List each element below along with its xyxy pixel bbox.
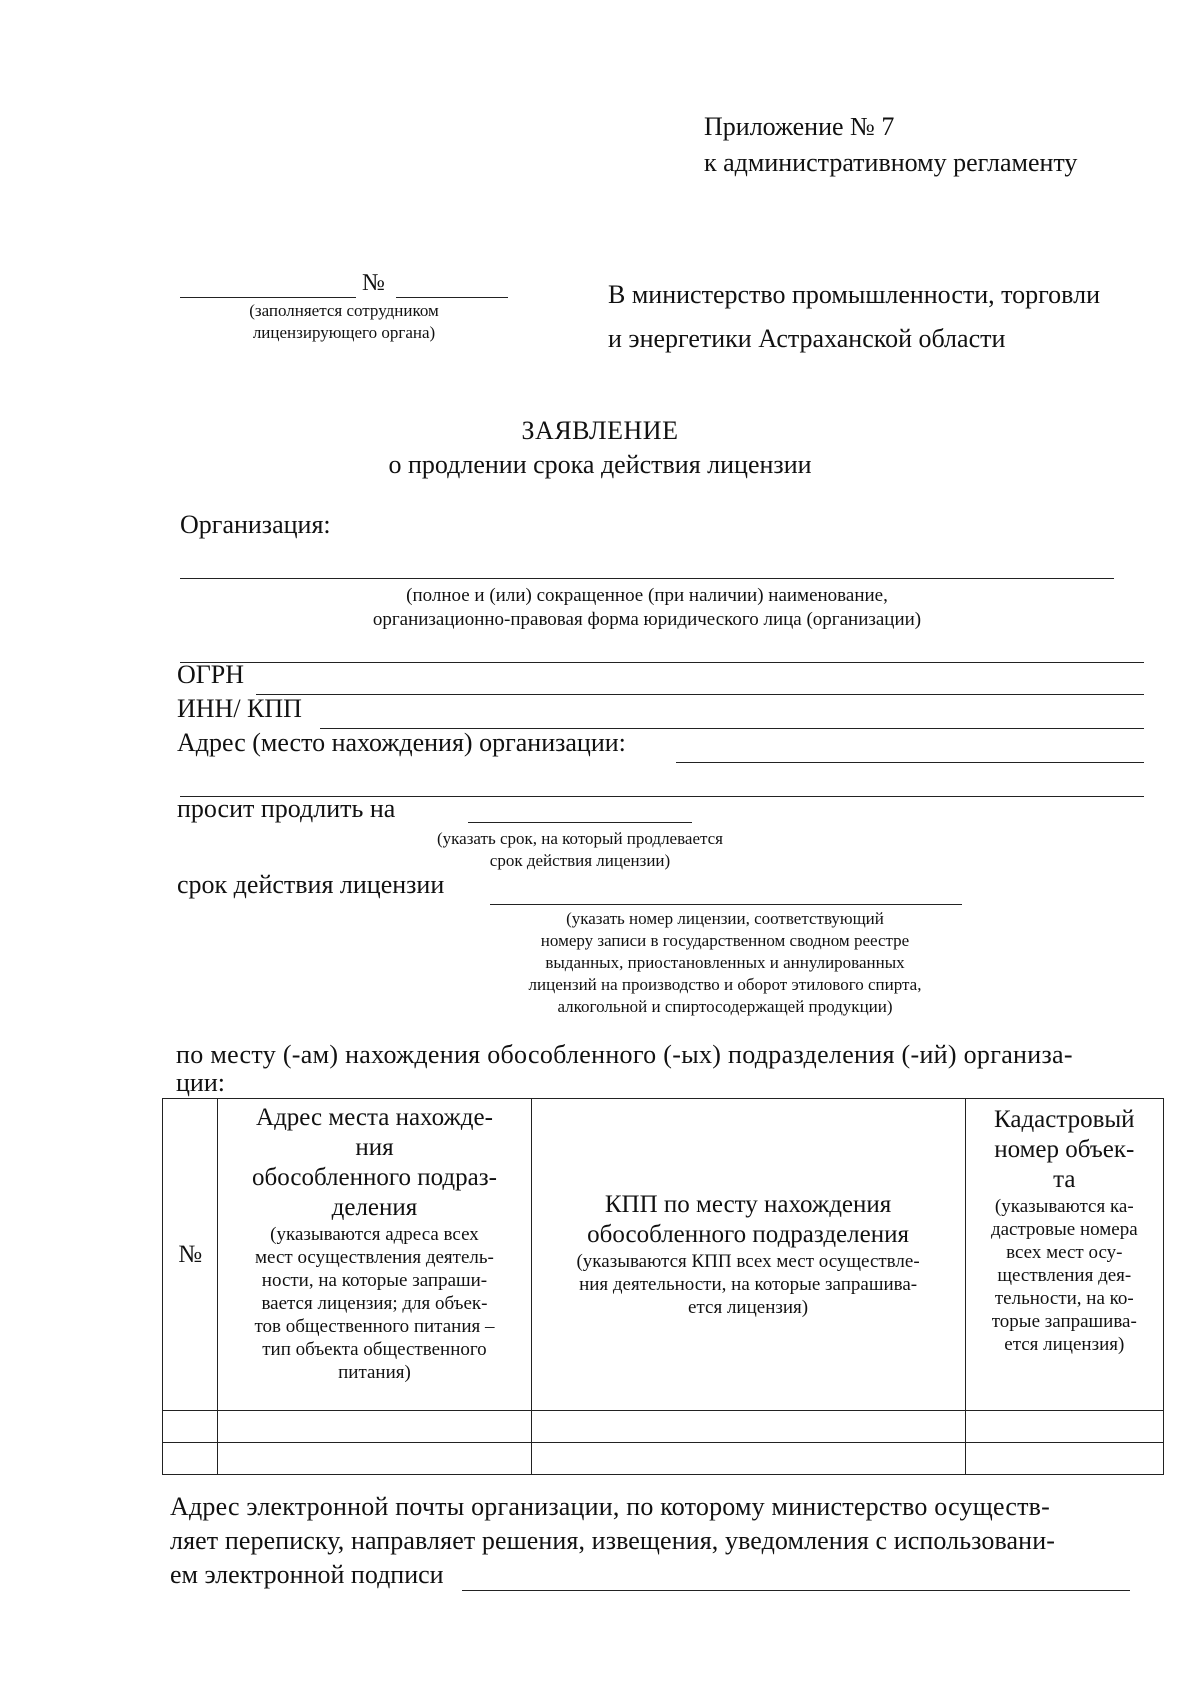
table-cell[interactable]: [531, 1411, 965, 1443]
col-address-note-5: тов общественного питания –: [254, 1316, 495, 1337]
col-cadastre-title-2: номер объек-: [994, 1136, 1135, 1163]
col-kpp-title-2: обособленного подразделения: [587, 1221, 909, 1248]
branches-intro-1: по месту (-ам) нахождения обособленного (-ых) подразделения (-ий) организа-: [176, 1040, 1073, 1069]
annex-number: Приложение № 7: [704, 112, 895, 141]
branches-intro-2: ции:: [176, 1068, 225, 1097]
license-number-line[interactable]: [490, 904, 962, 905]
license-label: срок действия лицензии: [177, 870, 445, 899]
table-cell[interactable]: [218, 1443, 531, 1475]
extend-label: просит продлить на: [177, 794, 396, 823]
extend-note-2: срок действия лицензии): [489, 851, 671, 870]
address-label: Адрес (место нахождения) организации:: [177, 728, 626, 757]
organization-extra-line[interactable]: [180, 662, 1144, 663]
col-cadastre-note-7: ется лицензия): [1004, 1334, 1125, 1355]
col-address-note-1: (указываются адреса всех: [270, 1224, 479, 1245]
col-kpp-note-2: ния деятельности, на которые запрашива-: [579, 1274, 918, 1295]
table-header-row: [163, 1099, 1164, 1411]
col-kpp-title-1: КПП по месту нахождения: [604, 1191, 892, 1218]
col-address-note-4: вается лицензия; для объек-: [261, 1293, 488, 1314]
reg-number-note-1: (заполняется сотрудником: [249, 301, 439, 320]
table-row[interactable]: [163, 1411, 1164, 1443]
table-cell[interactable]: [163, 1443, 218, 1475]
license-note-5: алкогольной и спиртосодержащей продукции): [557, 997, 893, 1016]
reg-number-note-2: лицензирующего органа): [252, 323, 436, 342]
table-cell[interactable]: [218, 1411, 531, 1443]
col-cadastre-note-1: (указываются ка-: [994, 1196, 1134, 1217]
col-cadastre-header: [965, 1099, 1163, 1411]
extend-term-line[interactable]: [468, 822, 692, 823]
col-address-header: [218, 1099, 531, 1411]
col-cadastre-note-2: дастровые номера: [990, 1219, 1138, 1240]
table-row[interactable]: [163, 1443, 1164, 1475]
organization-name-line[interactable]: [180, 578, 1114, 579]
col-cadastre-note-5: тельности, на ко-: [994, 1288, 1134, 1309]
license-note-1: (указать номер лицензии, соответствующий: [566, 909, 884, 928]
col-kpp-note-3: ется лицензия): [688, 1297, 809, 1318]
col-cadastre-note-6: торые запрашива-: [991, 1311, 1137, 1332]
col-address-title-4: деления: [331, 1194, 418, 1221]
ogrn-label: ОГРН: [177, 660, 245, 689]
reg-number-sign: №: [362, 270, 385, 296]
col-kpp-header: [531, 1099, 965, 1411]
col-kpp-note-1: (указываются КПП всех мест осуществле-: [576, 1251, 920, 1272]
document-title: ЗАЯВЛЕНИЕ: [521, 416, 679, 445]
table-cell[interactable]: [965, 1411, 1163, 1443]
ogrn-line[interactable]: [256, 694, 1144, 695]
col-address-title-2: ния: [355, 1134, 394, 1161]
col-address-title-1: Адрес места нахожде-: [256, 1104, 493, 1131]
document-subtitle: о продлении срока действия лицензии: [388, 450, 812, 479]
col-address-note-2: мест осуществления деятель-: [255, 1247, 494, 1268]
email-text-3: ем электронной подписи: [170, 1560, 444, 1589]
col-cadastre-title-3: та: [1053, 1166, 1076, 1193]
email-text-1: Адрес электронной почты организации, по которому министерство осуществ-: [170, 1492, 1050, 1521]
organization-note-2: организационно-правовая форма юридического лица (организации): [372, 609, 922, 630]
col-address-note-6: тип объекта общественного: [262, 1339, 487, 1360]
reg-number-line[interactable]: [396, 297, 508, 298]
organization-label: Организация:: [180, 510, 331, 539]
addressee-line-1: В министерство промышленности, торговли: [608, 280, 1101, 309]
col-cadastre-note-3: всех мест осу-: [1006, 1242, 1123, 1263]
email-text-2: ляет переписку, направляет решения, извещения, уведомления с использовани-: [170, 1526, 1055, 1555]
col-address-title-3: обособленного подраз-: [252, 1164, 497, 1191]
license-note-3: выданных, приостановленных и аннулированных: [545, 953, 905, 972]
organization-note-1: (полное и (или) сокращенное (при наличии) наименование,: [406, 585, 888, 606]
email-line[interactable]: [462, 1590, 1130, 1591]
table-cell[interactable]: [965, 1443, 1163, 1475]
col-address-note-7: питания): [338, 1362, 411, 1383]
license-note-4: лицензий на производство и оборот этилового спирта,: [528, 975, 922, 994]
annex-reference: к административному регламенту: [704, 148, 1078, 177]
reg-date-line[interactable]: [180, 297, 356, 298]
col-number-header: №: [163, 1099, 218, 1411]
table-cell[interactable]: [531, 1443, 965, 1475]
address-line[interactable]: [676, 762, 1144, 763]
col-address-note-3: ности, на которые запраши-: [261, 1270, 488, 1291]
col-cadastre-title-1: Кадастровый: [994, 1106, 1135, 1133]
table-cell[interactable]: [163, 1411, 218, 1443]
inn-kpp-label: ИНН/ КПП: [177, 694, 302, 723]
extend-note-1: (указать срок, на который продлевается: [437, 829, 723, 848]
branches-table: [162, 1098, 1164, 1475]
addressee-line-2: и энергетики Астраханской области: [608, 324, 1006, 353]
col-cadastre-note-4: ществления дея-: [997, 1265, 1132, 1286]
license-note-2: номеру записи в государственном сводном реестре: [540, 931, 910, 950]
